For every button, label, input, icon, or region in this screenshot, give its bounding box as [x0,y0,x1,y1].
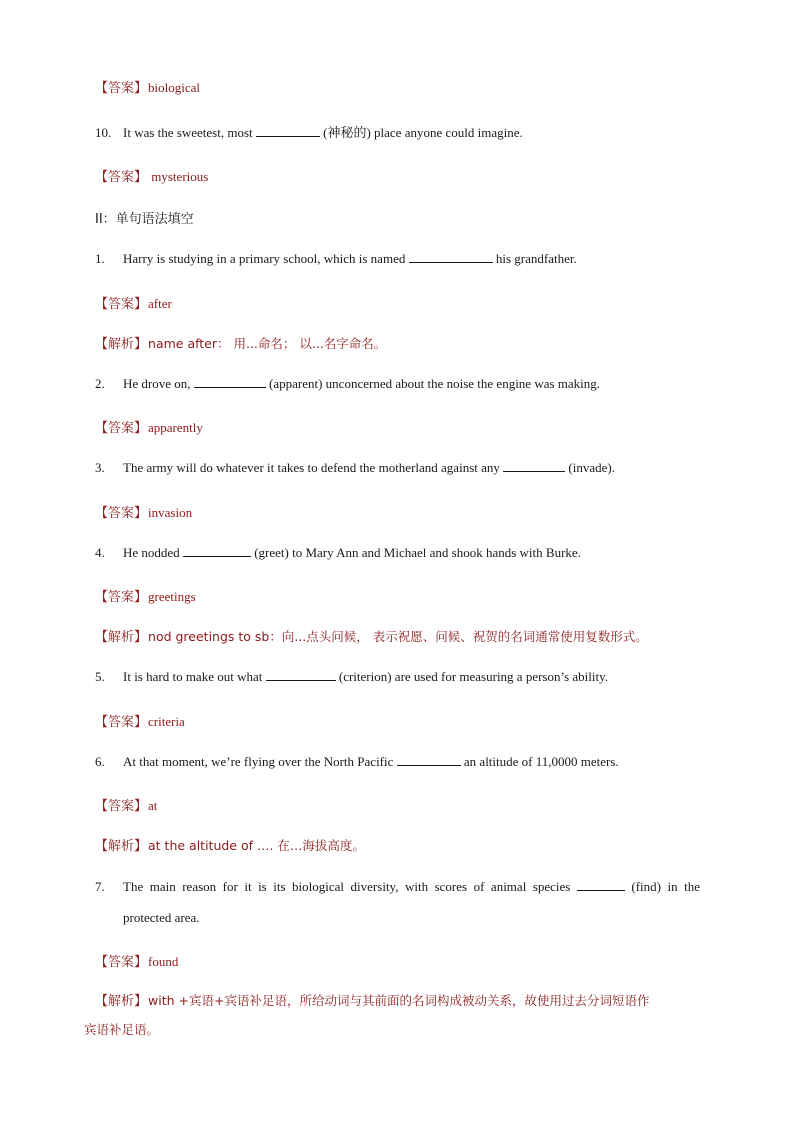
question-text-after: (invade). [568,460,615,475]
question-text-before: He nodded [123,545,180,560]
question-text-after: (greet) to Mary Ann and Michael and shook hands with Burke. [254,545,581,560]
analysis-tag: 【解析】 [95,630,148,645]
question-text-before: The main reason for it is its biological diversity, with scores of animal species [123,879,571,894]
answer-blank [266,667,336,681]
answer-blank [503,458,565,472]
answer-value: after [148,296,172,311]
question-7 [95,877,700,927]
question-number: 10. [95,125,112,140]
answer-1 [95,295,172,314]
answer-9 [95,79,200,98]
question-4 [95,543,581,562]
analysis-text-line-2: 宾语补足语。 [84,1022,160,1037]
question-2 [95,374,600,393]
answer-value: invasion [148,505,193,520]
question-text-before: The army will do whatever it takes to defend the motherland against any [123,460,500,475]
analysis-4 [95,628,648,647]
question-text-after: (神秘的) place anyone could imagine. [323,125,523,140]
analysis-7-continuation [83,1021,159,1039]
question-5 [95,667,608,686]
question-text-after: his grandfather. [495,251,577,266]
analysis-7 [95,992,649,1011]
answer-4 [95,588,196,607]
answer-blank [194,374,266,388]
question-text-after: (apparent) unconcerned about the noise the engine was making. [269,376,601,391]
question-number: 4. [95,545,105,560]
question-10 [95,123,523,142]
question-number: 7. [95,879,105,894]
analysis-tag: 【解析】 [95,337,148,352]
answer-tag: 【答案】 [95,297,148,312]
question-number: 6. [95,754,105,769]
answer-6 [95,797,157,816]
answer-blank [397,752,461,766]
answer-blank [183,543,251,557]
section-heading: II：单句语法填空 [95,212,194,227]
answer-blank [577,877,625,891]
analysis-1 [95,335,386,354]
answer-tag: 【答案】 [95,421,148,436]
analysis-text: at the altitude of …. 在…海拔高度。 [148,838,365,853]
question-text-before: Harry is studying in a primary school, which is named [123,251,406,266]
question-text-after: (find) in the [631,879,701,894]
question-number: 1. [95,251,105,266]
answer-blank [409,249,493,263]
question-text-after: (criterion) are used for measuring a person’s ability. [338,669,609,684]
answer-tag: 【答案】 [95,81,148,96]
question-6 [95,752,619,771]
question-continuation: protected area. [123,910,200,925]
analysis-tag: 【解析】 [95,994,148,1009]
question-3 [95,458,615,477]
analysis-tag: 【解析】 [95,839,148,854]
question-text-before: It was the sweetest, most [123,125,253,140]
answer-tag: 【答案】 [95,715,148,730]
answer-2 [95,419,203,438]
answer-value: found [148,954,179,969]
analysis-text: name after： 用...命名； 以...名字命名。 [148,336,387,351]
answer-tag: 【答案】 [95,170,148,185]
answer-value: apparently [148,420,203,435]
question-text-before: It is hard to make out what [123,669,263,684]
answer-3 [95,504,192,523]
answer-7 [95,953,178,972]
analysis-6 [95,837,365,856]
answer-value: criteria [148,714,185,729]
question-line-1 [95,877,700,896]
answer-value: biological [148,80,201,95]
answer-tag: 【答案】 [95,799,148,814]
analysis-text-line-1: with +宾语+宾语补足语，所给动词与其前面的名词构成被动关系，故使用过去分词短语作 [148,993,650,1008]
question-number: 5. [95,669,105,684]
question-text-before: At that moment, we’re flying over the North Pacific [123,754,394,769]
answer-10 [95,168,208,187]
analysis-text: nod greetings to sb：向...点头问候， 表示祝愿、问候、祝贺的名词通常使用复数形式。 [148,629,648,644]
answer-value: at [148,798,158,813]
answer-5 [95,713,185,732]
answer-value: mysterious [151,169,209,184]
answer-tag: 【答案】 [95,955,148,970]
answer-blank [256,123,320,137]
question-text-after: an altitude of 11,0000 meters. [463,754,619,769]
answer-tag: 【答案】 [95,590,148,605]
question-number: 2. [95,376,105,391]
question-text-before: He drove on, [123,376,191,391]
question-1 [95,249,577,268]
answer-tag: 【答案】 [95,506,148,521]
question-number: 3. [95,460,105,475]
answer-value: greetings [148,589,196,604]
